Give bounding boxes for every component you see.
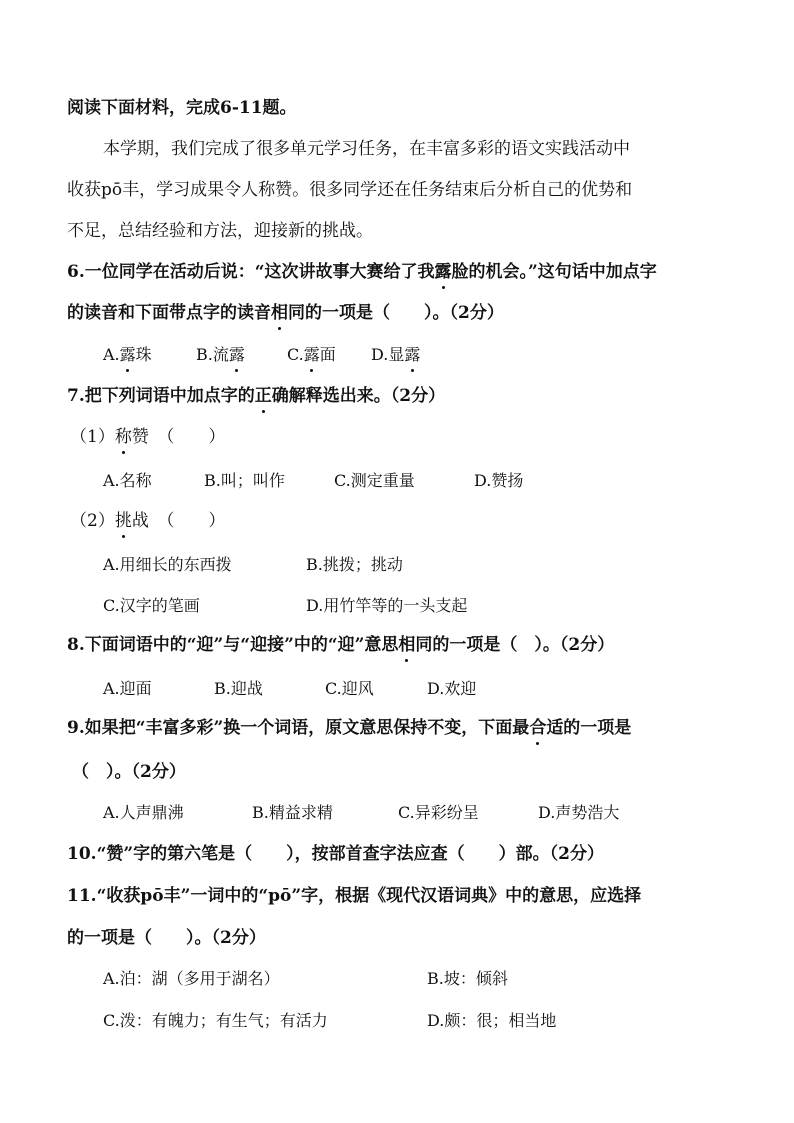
q8-option-c: C.迎风 — [325, 679, 374, 698]
q8-option-a: A.迎面 — [103, 679, 152, 698]
q6-options — [0, 340, 794, 370]
q8-options — [0, 674, 794, 704]
q8-stem: 8.下面词语中的“迎”与“迎接”中的“迎”意思相同的一项是（ ）。（2分） — [67, 630, 794, 660]
q9-options — [0, 798, 794, 828]
q11-option-a: A.泊：湖（多用于湖名） — [103, 969, 280, 988]
q7-sub1-options — [0, 466, 794, 496]
q7-sub1-option-d: D.赞扬 — [474, 471, 524, 490]
q11-options-row2 — [0, 1006, 794, 1036]
q9-option-a: A.人声鼎沸 — [103, 803, 184, 822]
q9-option-b: B.精益求精 — [252, 803, 333, 822]
q9-stem-line-2: （ ）。（2分） — [72, 762, 186, 782]
q7-sub2-options-row2 — [0, 591, 794, 621]
q6-option-a: A.露珠 — [103, 340, 152, 370]
q7-sub1-option-b: B.叫；叫作 — [204, 471, 285, 490]
q9-option-d: D.声势浩大 — [538, 803, 620, 822]
q11-options-row1 — [0, 964, 794, 994]
q7-sub2-option-b: B.挑拨；挑动 — [306, 555, 403, 574]
q8-option-d: D.欢迎 — [427, 679, 477, 698]
q7-sub1-option-c: C.测定重量 — [334, 471, 415, 490]
q6-option-d: D.显露 — [371, 340, 420, 370]
q7-sub1-label: （1）称赞 （ ） — [70, 422, 794, 452]
q11-option-b: B.坡：倾斜 — [427, 969, 508, 988]
q9-option-c: C.异彩纷呈 — [398, 803, 479, 822]
q7-sub2-option-d: D.用竹竿等的一头支起 — [306, 596, 468, 615]
q10-stem: 10.“赞”字的第六笔是（ ），按部首查字法应查（ ）部。（2分） — [67, 844, 604, 864]
passage-line-2: 收获pō丰，学习成果令人称赞。很多同学还在任务结束后分析自己的优势和 — [67, 180, 633, 200]
q7-sub2-options-row1 — [0, 550, 794, 580]
q7-sub2-option-a: A.用细长的东西拨 — [103, 555, 232, 574]
q9-stem: 9.如果把“丰富多彩”换一个词语，原文意思保持不变，下面最合适的一项是 — [67, 713, 794, 743]
q6-stem-line-2: 的读音和下面带点字的读音相同的一项是（ ）。（2分） — [67, 298, 794, 328]
intro-line: 阅读下面材料，完成6-11题。 — [67, 98, 297, 118]
q6-option-b: B.流露 — [196, 340, 245, 370]
passage-line-3: 不足，总结经验和方法，迎接新的挑战。 — [67, 221, 373, 241]
q7-sub2-option-c: C.汉字的笔画 — [103, 596, 200, 615]
q11-stem-line-2: 的一项是（ ）。（2分） — [67, 928, 266, 948]
q6-dotted-char: 露 — [435, 257, 452, 287]
q6-stem: 6.一位同学在活动后说：“这次讲故事大赛给了我露脸的机会。”这句话中加点字 — [67, 257, 794, 287]
q11-option-c: C.泼：有魄力；有生气；有活力 — [103, 1011, 328, 1030]
q7-sub2-label: （2）挑战 （ ） — [70, 506, 794, 536]
q7-sub1-option-a: A.名称 — [103, 471, 152, 490]
q11-option-d: D.颇：很；相当地 — [427, 1011, 557, 1030]
q11-stem: 11.“收获pō丰”一词中的“pō”字，根据《现代汉语词典》中的意思，应选择 — [67, 886, 642, 906]
passage-line-1: 本学期，我们完成了很多单元学习任务，在丰富多彩的语文实践活动中 — [103, 139, 630, 159]
q7-stem: 7.把下列词语中加点字的正确解释选出来。（2分） — [67, 381, 794, 411]
q8-option-b: B.迎战 — [214, 679, 263, 698]
q6-option-c: C.露面 — [287, 340, 336, 370]
